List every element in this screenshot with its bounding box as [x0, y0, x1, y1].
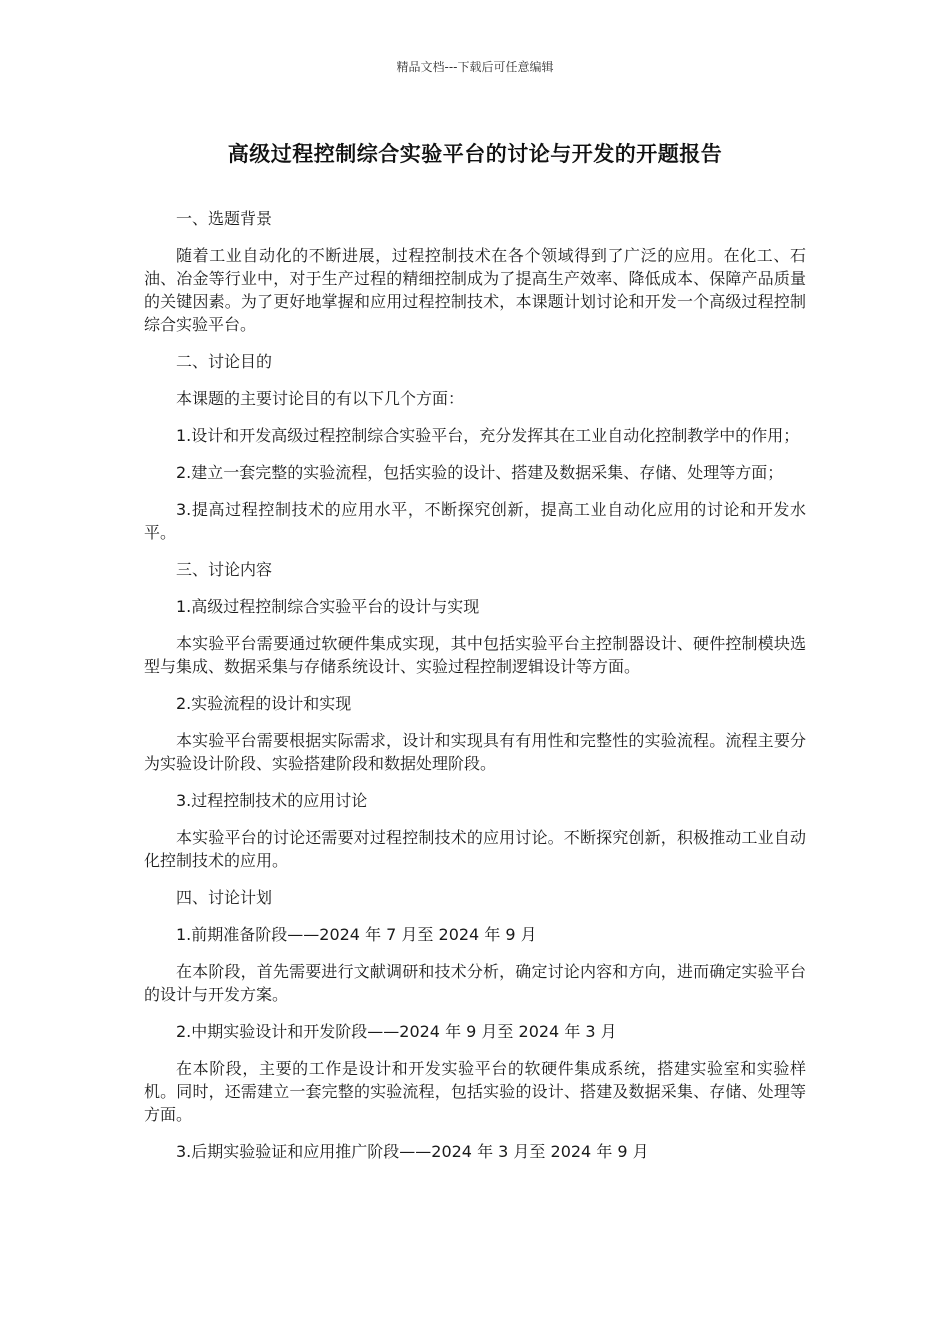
content-subheading-1: 1.高级过程控制综合实验平台的设计与实现 — [176, 597, 480, 616]
content-paragraph-1: 本实验平台需要通过软硬件集成实现，其中包括实验平台主控制器设计、硬件控制模块选型与集成、数据采集与存储系统设计、实验过程控制逻辑设计等方面。 — [144, 634, 806, 676]
document-title: 高级过程控制综合实验平台的讨论与开发的开题报告 — [227, 142, 723, 166]
plan-stage-1-paragraph: 在本阶段，首先需要进行文献调研和技术分析，确定讨论内容和方向，进而确定实验平台的设计与开发方案。 — [144, 962, 806, 1004]
content-subheading-2: 2.实验流程的设计和实现 — [176, 694, 352, 713]
section-heading-content: 三、讨论内容 — [176, 560, 273, 579]
header-note: 精品文档---下载后可任意编辑 — [396, 60, 554, 74]
purpose-item-2: 2.建立一套完整的实验流程，包括实验的设计、搭建及数据采集、存储、处理等方面； — [176, 463, 784, 482]
plan-stage-2: 2.中期实验设计和开发阶段——2024 年 9 月至 2024 年 3 月 — [176, 1022, 617, 1041]
section-heading-plan: 四、讨论计划 — [176, 888, 273, 907]
plan-stage-3: 3.后期实验验证和应用推广阶段——2024 年 3 月至 2024 年 9 月 — [176, 1142, 649, 1161]
section-heading-background: 一、选题背景 — [176, 209, 273, 228]
plan-stage-2-paragraph: 在本阶段，主要的工作是设计和开发实验平台的软硬件集成系统，搭建实验室和实验样机。同时，还需建立一套完整的实验流程，包括实验的设计、搭建及数据采集、存储、处理等方面。 — [144, 1059, 806, 1124]
plan-stage-1: 1.前期准备阶段——2024 年 7 月至 2024 年 9 月 — [176, 925, 537, 944]
paragraph-background: 随着工业自动化的不断进展，过程控制技术在各个领域得到了广泛的应用。在化工、石油、冶金等行业中，对于生产过程的精细控制成为了提高生产效率、降低成本、保障产品质量的关键因素。为了更好地掌握和应用过程控制技术，本课题计划讨论和开发一个高级过程控制综合实验平台。 — [144, 246, 806, 334]
content-paragraph-3: 本实验平台的讨论还需要对过程控制技术的应用讨论。不断探究创新，积极推动工业自动化控制技术的应用。 — [144, 828, 806, 870]
section-heading-purpose: 二、讨论目的 — [176, 352, 273, 371]
paragraph-purpose-intro: 本课题的主要讨论目的有以下几个方面： — [176, 389, 465, 408]
document-body — [144, 207, 806, 1177]
purpose-item-1: 1.设计和开发高级过程控制综合实验平台，充分发挥其在工业自动化控制教学中的作用； — [176, 426, 800, 445]
content-paragraph-2: 本实验平台需要根据实际需求，设计和实现具有有用性和完整性的实验流程。流程主要分为实验设计阶段、实验搭建阶段和数据处理阶段。 — [144, 731, 806, 773]
purpose-item-3: 3.提高过程控制技术的应用水平，不断探究创新，提高工业自动化应用的讨论和开发水平。 — [144, 500, 806, 542]
content-subheading-3: 3.过程控制技术的应用讨论 — [176, 791, 368, 810]
